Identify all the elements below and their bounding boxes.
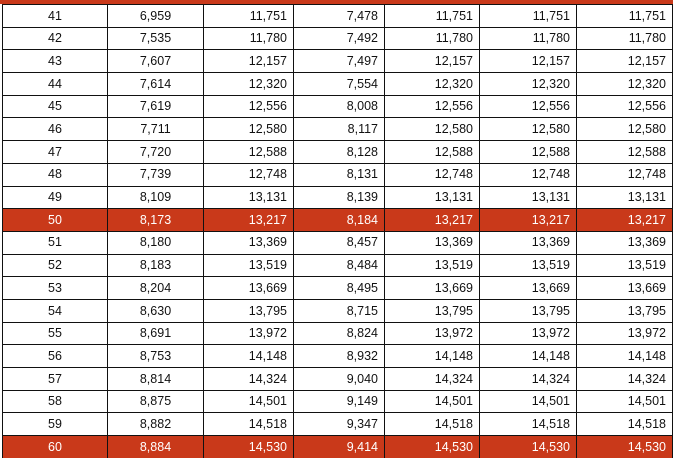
- value-cell: 13,131: [385, 186, 480, 209]
- value-cell: 8,109: [108, 186, 204, 209]
- value-cell: 12,157: [385, 50, 480, 73]
- value-cell: 13,217: [385, 209, 480, 232]
- value-cell: 13,972: [385, 322, 480, 345]
- value-cell: 12,320: [204, 73, 294, 96]
- rank-cell: 48: [3, 163, 108, 186]
- table-row: [3, 254, 673, 277]
- value-cell: 12,580: [480, 118, 577, 141]
- value-cell: 11,751: [577, 5, 673, 28]
- value-cell: 13,369: [385, 231, 480, 254]
- rank-cell: 44: [3, 73, 108, 96]
- table-row: [3, 50, 673, 73]
- value-cell: 12,588: [480, 141, 577, 164]
- value-cell: 7,614: [108, 73, 204, 96]
- value-cell: 14,501: [385, 390, 480, 413]
- value-cell: 14,501: [577, 390, 673, 413]
- value-cell: 12,157: [480, 50, 577, 73]
- table-row-highlighted: [3, 209, 673, 232]
- value-cell: 8,495: [294, 277, 385, 300]
- value-cell: 8,691: [108, 322, 204, 345]
- value-cell: 13,519: [577, 254, 673, 277]
- table-row: [3, 368, 673, 391]
- table-row: [3, 73, 673, 96]
- value-cell: 13,217: [480, 209, 577, 232]
- value-cell: 12,157: [204, 50, 294, 73]
- value-cell: 12,748: [480, 163, 577, 186]
- value-cell: 12,556: [385, 95, 480, 118]
- rank-cell: 51: [3, 231, 108, 254]
- rank-cell: 60: [3, 436, 108, 458]
- rank-cell: 46: [3, 118, 108, 141]
- value-cell: 8,128: [294, 141, 385, 164]
- value-cell: 13,669: [204, 277, 294, 300]
- value-cell: 14,530: [480, 436, 577, 458]
- value-cell: 13,795: [385, 299, 480, 322]
- value-cell: 14,518: [204, 413, 294, 436]
- rank-cell: 47: [3, 141, 108, 164]
- value-cell: 8,131: [294, 163, 385, 186]
- value-cell: 8,875: [108, 390, 204, 413]
- value-cell: 13,369: [577, 231, 673, 254]
- value-cell: 11,780: [385, 27, 480, 50]
- value-cell: 8,204: [108, 277, 204, 300]
- value-cell: 14,530: [577, 436, 673, 458]
- value-cell: 12,588: [385, 141, 480, 164]
- value-cell: 13,369: [480, 231, 577, 254]
- value-cell: 14,518: [385, 413, 480, 436]
- value-cell: 11,780: [204, 27, 294, 50]
- value-cell: 14,148: [385, 345, 480, 368]
- value-cell: 13,669: [480, 277, 577, 300]
- value-cell: 14,324: [204, 368, 294, 391]
- rank-cell: 53: [3, 277, 108, 300]
- value-cell: 14,501: [204, 390, 294, 413]
- value-cell: 9,347: [294, 413, 385, 436]
- table-row-highlighted: [3, 436, 673, 458]
- value-cell: 11,751: [480, 5, 577, 28]
- value-cell: 13,369: [204, 231, 294, 254]
- table-row: [3, 141, 673, 164]
- value-cell: 6,959: [108, 5, 204, 28]
- value-cell: 8,824: [294, 322, 385, 345]
- value-cell: 13,217: [204, 209, 294, 232]
- rank-cell: 43: [3, 50, 108, 73]
- value-cell: 14,518: [577, 413, 673, 436]
- table-row: [3, 345, 673, 368]
- value-cell: 9,040: [294, 368, 385, 391]
- value-cell: 11,751: [385, 5, 480, 28]
- value-cell: 12,556: [480, 95, 577, 118]
- value-cell: 8,882: [108, 413, 204, 436]
- value-cell: 12,320: [480, 73, 577, 96]
- value-cell: 14,148: [204, 345, 294, 368]
- value-cell: 8,630: [108, 299, 204, 322]
- value-cell: 13,795: [577, 299, 673, 322]
- value-cell: 14,518: [480, 413, 577, 436]
- value-cell: 12,588: [577, 141, 673, 164]
- rank-cell: 59: [3, 413, 108, 436]
- table-row: [3, 95, 673, 118]
- value-cell: 14,324: [577, 368, 673, 391]
- value-cell: 7,711: [108, 118, 204, 141]
- value-cell: 8,715: [294, 299, 385, 322]
- table-row: [3, 390, 673, 413]
- rank-cell: 49: [3, 186, 108, 209]
- value-cell: 14,148: [577, 345, 673, 368]
- value-cell: 12,588: [204, 141, 294, 164]
- value-cell: 13,519: [480, 254, 577, 277]
- value-cell: 8,139: [294, 186, 385, 209]
- value-cell: 8,184: [294, 209, 385, 232]
- value-cell: 8,457: [294, 231, 385, 254]
- table-row: [3, 186, 673, 209]
- value-cell: 14,324: [480, 368, 577, 391]
- value-cell: 14,501: [480, 390, 577, 413]
- value-cell: 13,217: [577, 209, 673, 232]
- value-cell: 11,780: [577, 27, 673, 50]
- value-cell: 13,795: [204, 299, 294, 322]
- value-cell: 12,157: [577, 50, 673, 73]
- value-cell: 8,932: [294, 345, 385, 368]
- value-cell: 12,320: [385, 73, 480, 96]
- rank-cell: 42: [3, 27, 108, 50]
- table-row: [3, 27, 673, 50]
- value-cell: 13,972: [480, 322, 577, 345]
- value-cell: 9,149: [294, 390, 385, 413]
- rank-cell: 45: [3, 95, 108, 118]
- table-row: [3, 299, 673, 322]
- value-cell: 13,519: [385, 254, 480, 277]
- value-cell: 13,131: [577, 186, 673, 209]
- value-cell: 14,148: [480, 345, 577, 368]
- value-cell: 7,554: [294, 73, 385, 96]
- value-cell: 12,748: [577, 163, 673, 186]
- table-row: [3, 5, 673, 28]
- table-row: [3, 231, 673, 254]
- rank-cell: 55: [3, 322, 108, 345]
- rank-cell: 57: [3, 368, 108, 391]
- rank-cell: 41: [3, 5, 108, 28]
- value-cell: 7,478: [294, 5, 385, 28]
- table-row: [3, 277, 673, 300]
- value-cell: 7,720: [108, 141, 204, 164]
- value-cell: 7,497: [294, 50, 385, 73]
- value-cell: 8,814: [108, 368, 204, 391]
- value-cell: 13,972: [204, 322, 294, 345]
- value-cell: 7,739: [108, 163, 204, 186]
- value-cell: 12,320: [577, 73, 673, 96]
- value-cell: 14,530: [204, 436, 294, 458]
- value-cell: 12,748: [204, 163, 294, 186]
- value-cell: 13,669: [385, 277, 480, 300]
- value-cell: 13,131: [480, 186, 577, 209]
- rank-cell: 58: [3, 390, 108, 413]
- rank-cell: 50: [3, 209, 108, 232]
- value-cell: 13,795: [480, 299, 577, 322]
- value-cell: 13,972: [577, 322, 673, 345]
- value-cell: 8,753: [108, 345, 204, 368]
- value-cell: 8,180: [108, 231, 204, 254]
- value-cell: 12,580: [204, 118, 294, 141]
- value-cell: 12,556: [577, 95, 673, 118]
- table-row: [3, 413, 673, 436]
- value-cell: 12,580: [577, 118, 673, 141]
- value-cell: 12,748: [385, 163, 480, 186]
- value-cell: 12,556: [204, 95, 294, 118]
- value-cell: 11,780: [480, 27, 577, 50]
- value-cell: 14,324: [385, 368, 480, 391]
- value-cell: 13,519: [204, 254, 294, 277]
- value-cell: 7,619: [108, 95, 204, 118]
- value-cell: 12,580: [385, 118, 480, 141]
- value-cell: 13,131: [204, 186, 294, 209]
- table-row: [3, 163, 673, 186]
- rank-cell: 56: [3, 345, 108, 368]
- value-cell: 8,884: [108, 436, 204, 458]
- value-cell: 8,008: [294, 95, 385, 118]
- value-cell: 8,117: [294, 118, 385, 141]
- value-cell: 11,751: [204, 5, 294, 28]
- rank-cell: 54: [3, 299, 108, 322]
- value-cell: 8,484: [294, 254, 385, 277]
- value-cell: 7,535: [108, 27, 204, 50]
- value-cell: 7,607: [108, 50, 204, 73]
- rank-cell: 52: [3, 254, 108, 277]
- value-cell: 14,530: [385, 436, 480, 458]
- table-row: [3, 118, 673, 141]
- value-cell: 13,669: [577, 277, 673, 300]
- data-table: [2, 4, 673, 458]
- table-body: [3, 5, 673, 458]
- value-cell: 8,183: [108, 254, 204, 277]
- table-row: [3, 322, 673, 345]
- value-cell: 8,173: [108, 209, 204, 232]
- value-cell: 9,414: [294, 436, 385, 458]
- value-cell: 7,492: [294, 27, 385, 50]
